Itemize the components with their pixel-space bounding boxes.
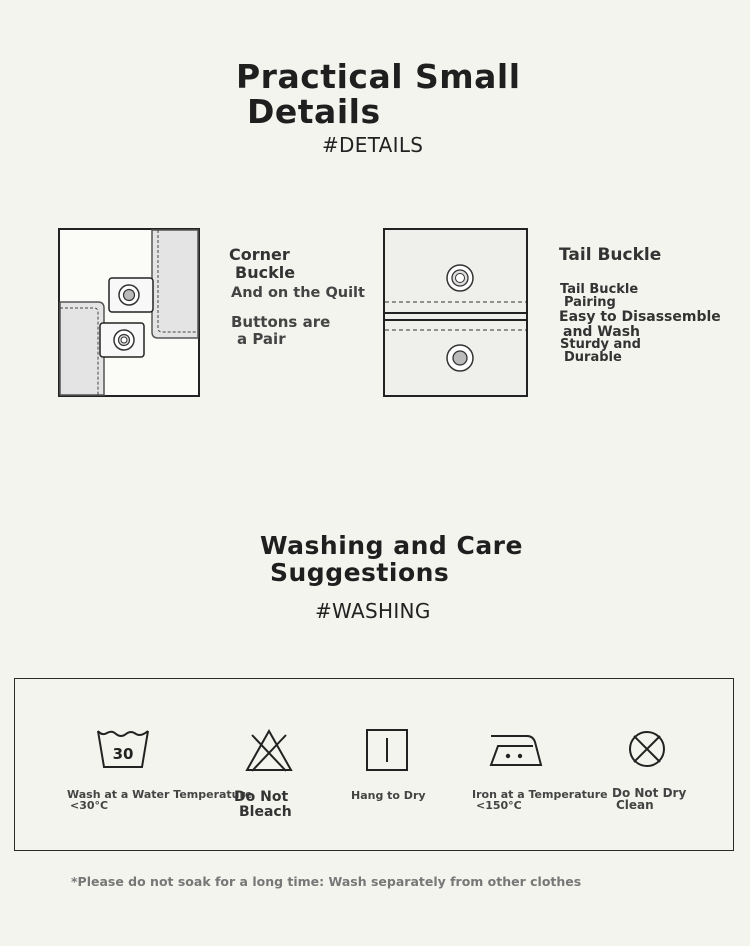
tail-buckle-illustration xyxy=(383,228,529,398)
tail-line-1: Tail Buckle xyxy=(560,282,639,297)
dry-clean-label-line2: Clean xyxy=(616,798,654,812)
details-tag: #DETAILS xyxy=(322,133,424,157)
hang-to-dry-icon xyxy=(366,729,408,771)
wash-number: 30 xyxy=(112,745,134,763)
care-note: *Please do not soak for a long time: Wash separately from other clothes xyxy=(71,874,582,889)
corner-pair-line2: a Pair xyxy=(237,330,286,348)
wash-30-icon xyxy=(96,729,150,771)
tail-line-2: Pairing xyxy=(564,295,616,310)
corner-pair-line1: Buttons are xyxy=(231,313,331,331)
wash-label-line1: Wash at a Water Temperature xyxy=(67,788,253,801)
corner-heading-line1: Corner xyxy=(229,245,290,264)
corner-heading-line2: Buckle xyxy=(235,263,296,282)
corner-buckle-illustration xyxy=(58,228,200,398)
washing-title-line2: Suggestions xyxy=(270,558,450,587)
tail-line-5: Sturdy and xyxy=(560,337,641,352)
details-title-line2: Details xyxy=(247,92,381,131)
iron-label-line1: Iron at a Temperature xyxy=(472,788,608,801)
dry-clean-label-line1: Do Not Dry xyxy=(612,786,687,800)
details-title-line1: Practical Small xyxy=(236,57,521,96)
tail-line-6: Durable xyxy=(564,350,622,365)
hang-label: Hang to Dry xyxy=(351,789,426,802)
do-not-dry-clean-icon xyxy=(628,730,666,768)
corner-sub: And on the Quilt xyxy=(231,285,365,301)
tail-line-4: and Wash xyxy=(563,324,640,340)
washing-title-line1: Washing and Care xyxy=(260,531,523,560)
tail-line-3: Easy to Disassemble xyxy=(559,309,721,325)
wash-label-line2: <30°C xyxy=(70,799,109,812)
washing-tag: #WASHING xyxy=(315,599,431,623)
do-not-bleach-icon xyxy=(244,729,294,773)
tail-heading: Tail Buckle xyxy=(559,245,662,265)
iron-150-icon xyxy=(489,732,543,768)
bleach-label-line2: Bleach xyxy=(239,804,292,820)
bleach-label-line1: Do Not xyxy=(234,789,289,805)
iron-label-line2: <150°C xyxy=(476,799,522,812)
